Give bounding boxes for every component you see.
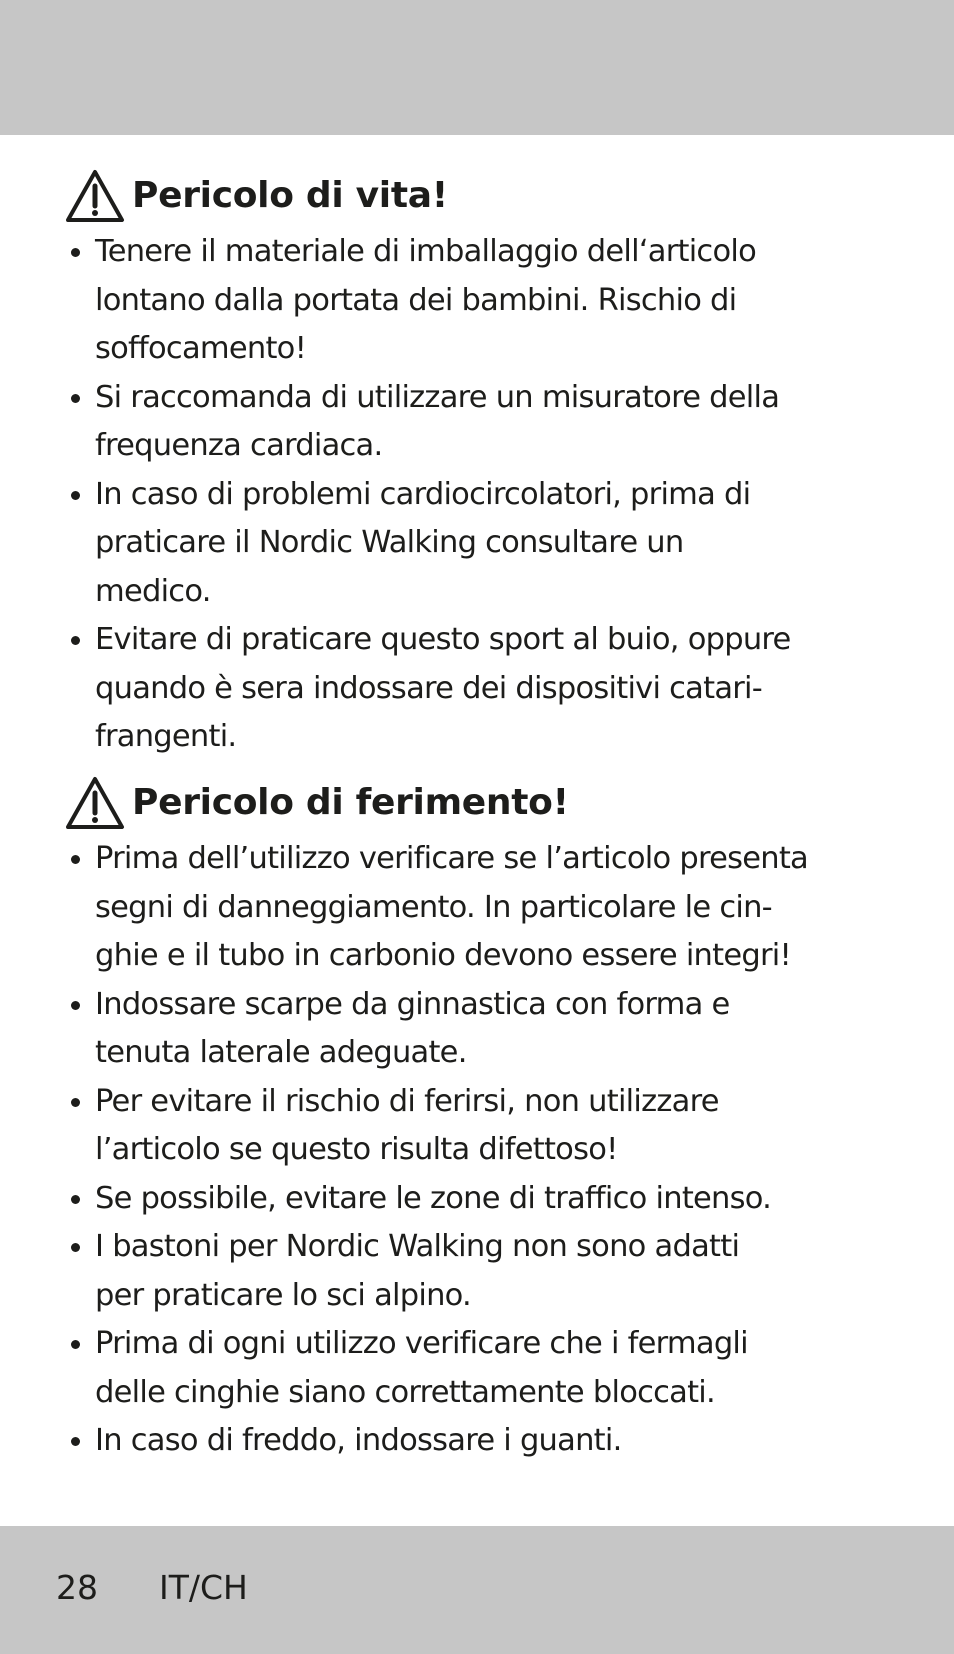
list-item: [64, 1078, 884, 1175]
bullet-icon: [71, 248, 80, 257]
item-line: lontano dalla portata dei bambini. Rischio di: [95, 282, 737, 318]
item-line: frangenti.: [95, 719, 237, 754]
bullet-icon: [71, 855, 80, 864]
item-line: Prima di ogni utilizzo verificare che i fermagli: [95, 1326, 748, 1361]
list-item: [64, 1320, 884, 1417]
item-line: Tenere il materiale di imballaggio dell‘articolo: [95, 234, 756, 269]
list-item: [64, 374, 884, 471]
item-line: Evitare di praticare questo sport al buio, oppure: [95, 622, 791, 657]
warning-triangle-icon: [64, 775, 126, 831]
item-line: ghie e il tubo in carbonio devono essere integri!: [95, 938, 791, 973]
section-heading-text: Pericolo di vita!: [132, 175, 448, 216]
item-line: I bastoni per Nordic Walking non sono adatti: [95, 1229, 740, 1264]
item-line: Per evitare il rischio di ferirsi, non utilizzare: [95, 1083, 719, 1119]
item-line: segni di danneggiamento. In particolare le cin-: [95, 889, 772, 925]
list-item: [64, 1175, 884, 1224]
list-item: [64, 1417, 884, 1466]
item-line: Si raccomanda di utilizzare un misuratore della: [95, 379, 780, 415]
bullet-icon: [71, 1098, 80, 1107]
section-heading-text: Pericolo di ferimento!: [132, 782, 569, 823]
bullet-icon: [71, 491, 80, 500]
bullet-list: [64, 835, 884, 1466]
item-line: praticare il Nordic Walking consultare un: [95, 525, 684, 560]
bullet-icon: [71, 1195, 80, 1204]
bullet-icon: [71, 1340, 80, 1349]
section-heading: [64, 166, 884, 226]
list-item: [64, 981, 884, 1078]
bullet-icon: [71, 636, 80, 645]
bullet-icon: [71, 394, 80, 403]
list-item: [64, 471, 884, 617]
section-heading: [64, 773, 884, 833]
warning-triangle-icon: [64, 168, 126, 224]
item-line: per praticare lo sci alpino.: [95, 1277, 471, 1313]
bullet-icon: [71, 1001, 80, 1010]
safety-section-injury-danger: [64, 773, 884, 1466]
item-line: delle cinghie siano correttamente bloccati.: [95, 1374, 715, 1410]
list-item: [64, 1223, 884, 1320]
item-line: l’articolo se questo risulta difettoso!: [95, 1132, 618, 1167]
item-line: Se possibile, evitare le zone di traffico intenso.: [95, 1180, 772, 1216]
item-line: Prima dell’utilizzo verificare se l’articolo presenta: [95, 841, 808, 876]
footer-band: [0, 1526, 954, 1654]
page-number: 28: [56, 1568, 98, 1607]
item-line: In caso di freddo, indossare i guanti.: [95, 1423, 622, 1458]
bullet-list: [64, 228, 884, 762]
bullet-icon: [71, 1437, 80, 1446]
item-line: Indossare scarpe da ginnastica con forma e: [95, 986, 730, 1022]
item-line: frequenza cardiaca.: [95, 428, 383, 463]
bullet-icon: [71, 1243, 80, 1252]
item-line: soffocamento!: [95, 331, 307, 366]
item-line: quando è sera indossare dei dispositivi catari-: [95, 670, 763, 706]
header-band: [0, 0, 954, 135]
region-label: IT/CH: [159, 1568, 248, 1607]
list-item: [64, 835, 884, 981]
item-line: medico.: [95, 573, 211, 609]
list-item: [64, 616, 884, 762]
safety-section-life-danger: [64, 166, 884, 762]
list-item: [64, 228, 884, 374]
item-line: In caso di problemi cardiocircolatori, prima di: [95, 476, 751, 512]
item-line: tenuta laterale adeguate.: [95, 1035, 467, 1070]
